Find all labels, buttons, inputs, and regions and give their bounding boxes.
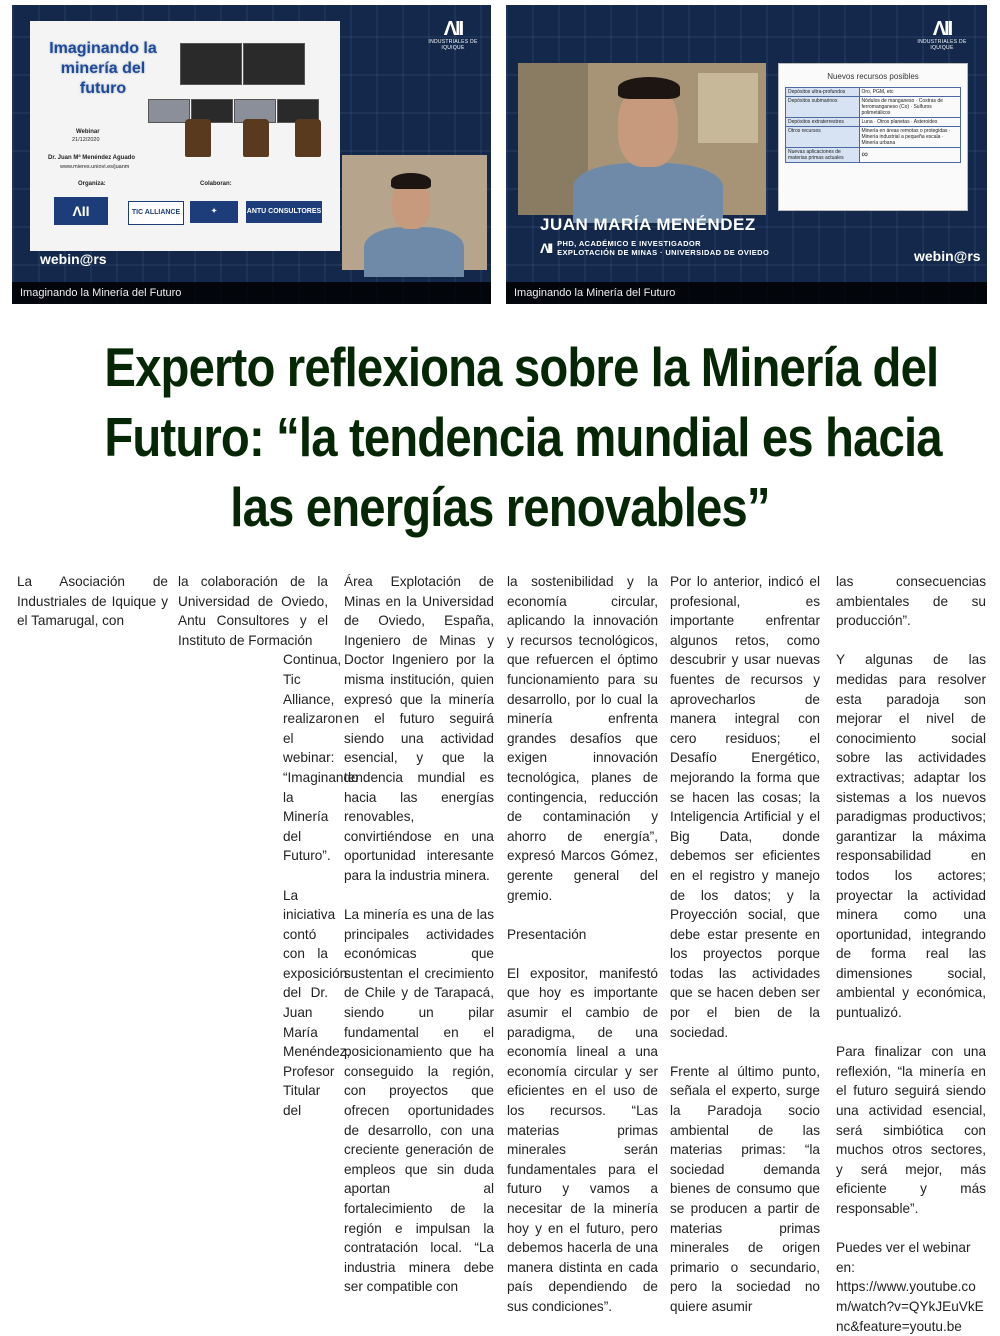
antu-logo: ANTU CONSULTORES xyxy=(246,201,322,223)
paragraph: las consecuencias ambientales de su producción”. xyxy=(836,574,986,629)
video-caption: Imaginando la Minería del Futuro xyxy=(506,282,987,304)
section-subhead: Presentación xyxy=(507,926,587,942)
webinars-brand: webin@rs xyxy=(40,251,107,267)
presenter-webcam xyxy=(342,155,487,270)
table-row: Depósitos submarinos Nódulos de manganeso · Costras de ferromanganeso (Co) · Sulfuros polimetálicos xyxy=(786,97,961,118)
paragraph: El expositor, manifestó que hoy es importante asumir el cambio de paradigma, de una economía lineal a una economía circular y ser eficientes en el uso de los recursos. “Las materias primas minerales serán fundamentales para el futuro y vamos a necesitar de la minería hoy y en el futuro, pero debemos hacerla de una manera distinta en cada país dependiendo de sus condiciones”. xyxy=(507,965,658,1314)
table-row: Otros recursos Minería en áreas remotas o protegidas · Minería industrial a pequeña escala · Minería urbana xyxy=(786,127,961,148)
video-caption: Imaginando la Minería del Futuro xyxy=(12,282,491,304)
table-row: Depósitos ultra-profundos Oro, PGM, etc xyxy=(786,88,961,97)
paragraph: la sostenibilidad y la economía circular, aplicando la innovación y recursos tecnológicos, que refuercen el óptimo funcionamiento para su desarrollo, por lo cual la minería enfrenta grandes desafíos que exigen innovación tecnológica, planes de contingencia, reducción de contaminación y ahorro de energía”, expresó Marcos Gómez, gerente general del gremio. xyxy=(507,574,658,903)
industriales-small-logo: ΛII xyxy=(540,240,552,256)
paragraph: Por lo anterior, indicó el profesional, es importante enfrentar algunos retos, como descubrir y usar nuevas fuentes de recursos y aprovecharlos de manera integral con cero residuos; el Desafío Energético, mejorando la forma que se hacen las cosas; la Inteligencia Artificial y el Big Data, donde debemos ser eficientes en el registro y manejo de los datos; y la Proyección social, que debe estar presente en los proyectos porque todas las actividades que se hacen deben ser por el bien de la sociedad. xyxy=(670,574,820,1040)
webinar-screenshot-right xyxy=(506,5,987,304)
article-column-2 xyxy=(178,572,359,1140)
paragraph: Para finalizar con una reflexión, “la minería en el futuro seguirá siendo una actividad esencial, será simbiótica con muchos otros sectores, y será mejor, más eficiente y más responsable”. xyxy=(836,1044,986,1216)
article-column-3 xyxy=(344,572,494,1317)
industriales-partner-logo: ΛII xyxy=(54,197,108,225)
speaker-name: JUAN MARÍA MENÉNDEZ xyxy=(540,215,756,234)
article-headline: Experto reflexiona sobre la Minería del Futuro: “la tendencia mundial es hacia las energías renovables” xyxy=(104,336,942,538)
industriales-logo: ΛII INDUSTRIALES DE IQUIQUE xyxy=(917,18,967,51)
industriales-logo: ΛII INDUSTRIALES DE IQUIQUE xyxy=(428,18,478,51)
speaker-role: PHD, ACADÉMICO E INVESTIGADOR xyxy=(557,239,701,248)
article-column-6 xyxy=(836,572,986,1336)
speaker-nameplate xyxy=(540,215,769,257)
table-row: Depósitos extraterrestres Luna · Otros planetas · Asteroides xyxy=(786,118,961,127)
paragraph: la colaboración de la Universidad de Oviedo, Antu Consultores y el Instituto de Formación xyxy=(178,574,328,648)
paragraph: Área Explotación de Minas en la Universidad de Oviedo, España, Ingeniero de Minas y Doctor Ingeniero por la misma institución, quien expresó que la minería en el futuro seguirá siendo una actividad esencial, y que la tendencia mundial es hacia las energías renovables, convirtiéndose en una oportunidad interesante para la industria minera. xyxy=(344,574,494,883)
article-column-4 xyxy=(507,572,658,1336)
paragraph: Y algunas de las medidas para resolver esta paradoja son mejorar el nivel de conocimiento social sobre las actividades extractivas; adaptar los sistemas a los nuevos paradigmas productivos; garantizar la máxima responsabilidad en todos los actores; proyectar la actividad minera como una oportunidad, integrando de forma real las dimensiones social, ambiental y económica, puntualizó. xyxy=(836,652,986,1021)
uniovi-logo: ✦ xyxy=(190,201,238,223)
article-column-1 xyxy=(17,572,168,650)
paragraph: Puedes ver el webinar en: xyxy=(836,1240,971,1275)
webinar-screenshot-left xyxy=(12,5,491,304)
resources-slide xyxy=(778,63,968,211)
webinars-brand: webin@rs xyxy=(914,248,981,264)
slide-title: Imaginando la minería del futuro xyxy=(49,40,157,97)
paragraph: La Asociación de Industriales de Iquique y el Tamarugal, con xyxy=(17,574,168,629)
paragraph: La minería es una de las principales actividades económicas que sustentan el crecimiento de Chile y de Tarapacá, siendo un pilar fundamental en el posicionamiento que ha conseguido la región, con proyectos que ofrecen oportunidades de desarrollo, con una creciente generación de empleos que sin duda aportan al fortalecimiento de la región e impulsan la contratación local. “La industria minera debe ser compatible con xyxy=(344,907,494,1295)
article-column-5 xyxy=(670,572,820,1336)
paragraph: La iniciativa contó con la exposición del Dr. Juan María Menéndez, Profesor Titular del xyxy=(283,887,351,1119)
tic-alliance-logo: TIC ALLIANCE xyxy=(128,201,184,225)
paragraph: Frente al último punto, señala el experto, surge la Paradoja socio ambiental de las materias primas: “la sociedad demanda bienes de consumo que se producen a partir de materias primas minerales de origen primario o secundario, pero la sociedad no quiere asumir xyxy=(670,1063,820,1314)
table-row: Nuevas aplicaciones de materias primas actuales ∞ xyxy=(786,148,961,163)
youtube-link[interactable]: https://www.youtube.com/watch?v=QYkJEuVkEnc&feature=youtu.be xyxy=(836,1279,984,1334)
speaker-affiliation: EXPLOTACIÓN DE MINAS · UNIVERSIDAD DE OVIEDO xyxy=(557,248,770,257)
presenter-video xyxy=(518,63,766,215)
presentation-slide: Imaginando la minería del futuro Webinar 21/12/2020 Dr. Juan Mª Menéndez Aguado www.mieres.uniovi.es/juanm Organiza: Colaboran: ΛII TIC ALLIANCE ✦ ANTU CONSULTORES xyxy=(30,21,340,251)
resources-title: Nuevos recursos posibles xyxy=(827,72,919,81)
resources-table xyxy=(785,87,961,163)
paragraph: Continua, Tic Alliance, realizaron el webinar: “Imaginando la Minería del Futuro”. xyxy=(283,652,359,864)
